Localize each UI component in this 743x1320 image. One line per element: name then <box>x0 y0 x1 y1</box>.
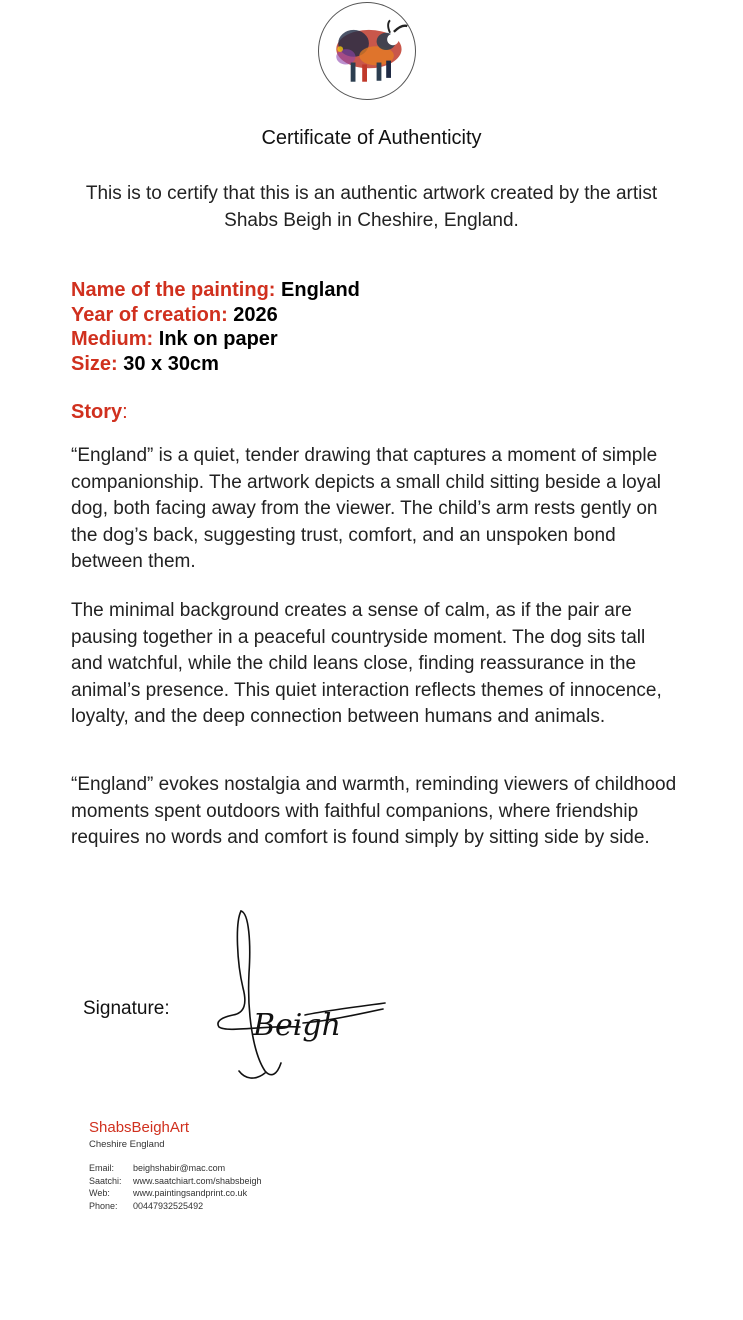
brand-location: Cheshire England <box>89 1139 165 1150</box>
detail-separator: : <box>221 303 234 326</box>
detail-separator: : <box>111 352 124 375</box>
certificate-title: Certificate of Authenticity <box>261 127 482 149</box>
detail-value: England <box>281 279 360 301</box>
detail-size <box>71 352 691 377</box>
bull-logo <box>318 2 416 100</box>
contact-footer <box>89 1118 262 1212</box>
contact-phone <box>89 1200 262 1213</box>
artwork-details <box>71 278 691 376</box>
handwritten-signature <box>205 903 395 1088</box>
detail-label: Year of creation <box>71 303 222 326</box>
contact-key: Web: <box>89 1188 110 1198</box>
detail-value: 2026 <box>233 303 278 326</box>
contact-key: Phone: <box>89 1200 118 1211</box>
detail-label: Name of the painting <box>71 279 269 301</box>
story-paragraph-2: The minimal background creates a sense of calm, as if the pair are pausing together in a peaceful countryside moment. The dog sits tall and watchful, while the child leans close, finding reassurance in the animal’s presence. This quiet interaction reflects themes of innocence, loyalty, and the deep connection between humans and animals. <box>71 600 662 727</box>
contact-value[interactable]: www.saatchiart.com/shabsbeigh <box>133 1175 262 1186</box>
story-paragraph-3: “England” evokes nostalgia and warmth, reminding viewers of childhood moments spent outdoors with faithful companions, where friendship requires no words and comfort is found simply by sitting side by side. <box>71 774 677 848</box>
story-heading <box>71 401 128 424</box>
story-label: Story <box>71 401 123 423</box>
detail-year <box>71 303 691 328</box>
detail-label: Size <box>71 352 112 375</box>
contact-value[interactable]: www.paintingsandprint.co.uk <box>133 1188 248 1198</box>
detail-value: 30 x 30cm <box>123 352 219 375</box>
signature-label: Signature: <box>83 998 170 1019</box>
detail-value: Ink on paper <box>158 328 278 350</box>
contact-key: Saatchi: <box>89 1175 122 1186</box>
story-separator: : <box>122 401 128 423</box>
detail-painting-name <box>71 278 691 303</box>
svg-text:Beigh: Beigh <box>253 1008 341 1043</box>
bull-illustration-icon <box>319 3 415 99</box>
contact-key: Email: <box>89 1163 115 1173</box>
detail-separator: : <box>268 279 282 301</box>
contact-web <box>89 1187 262 1200</box>
intro-statement: This is to certify that this is an authentic artwork created by the artist Shabs Beigh in Cheshire, England. <box>85 183 658 231</box>
story-paragraph-1: “England” is a quiet, tender drawing that captures a moment of simple companionship. The artwork depicts a small child sitting beside a loyal dog, both facing away from the viewer. The child’s arm rests gently on the dog’s back, suggesting trust, comfort, and an unspoken bond between them. <box>71 445 662 572</box>
brand-name: ShabsBeighArt <box>89 1119 190 1136</box>
detail-label: Medium: <box>71 328 154 350</box>
detail-medium <box>71 327 691 352</box>
contact-saatchi <box>89 1175 262 1188</box>
contact-value[interactable]: beighshabir@mac.com <box>133 1163 226 1173</box>
contact-value: 00447932525492 <box>133 1200 204 1211</box>
contact-email <box>89 1162 262 1175</box>
